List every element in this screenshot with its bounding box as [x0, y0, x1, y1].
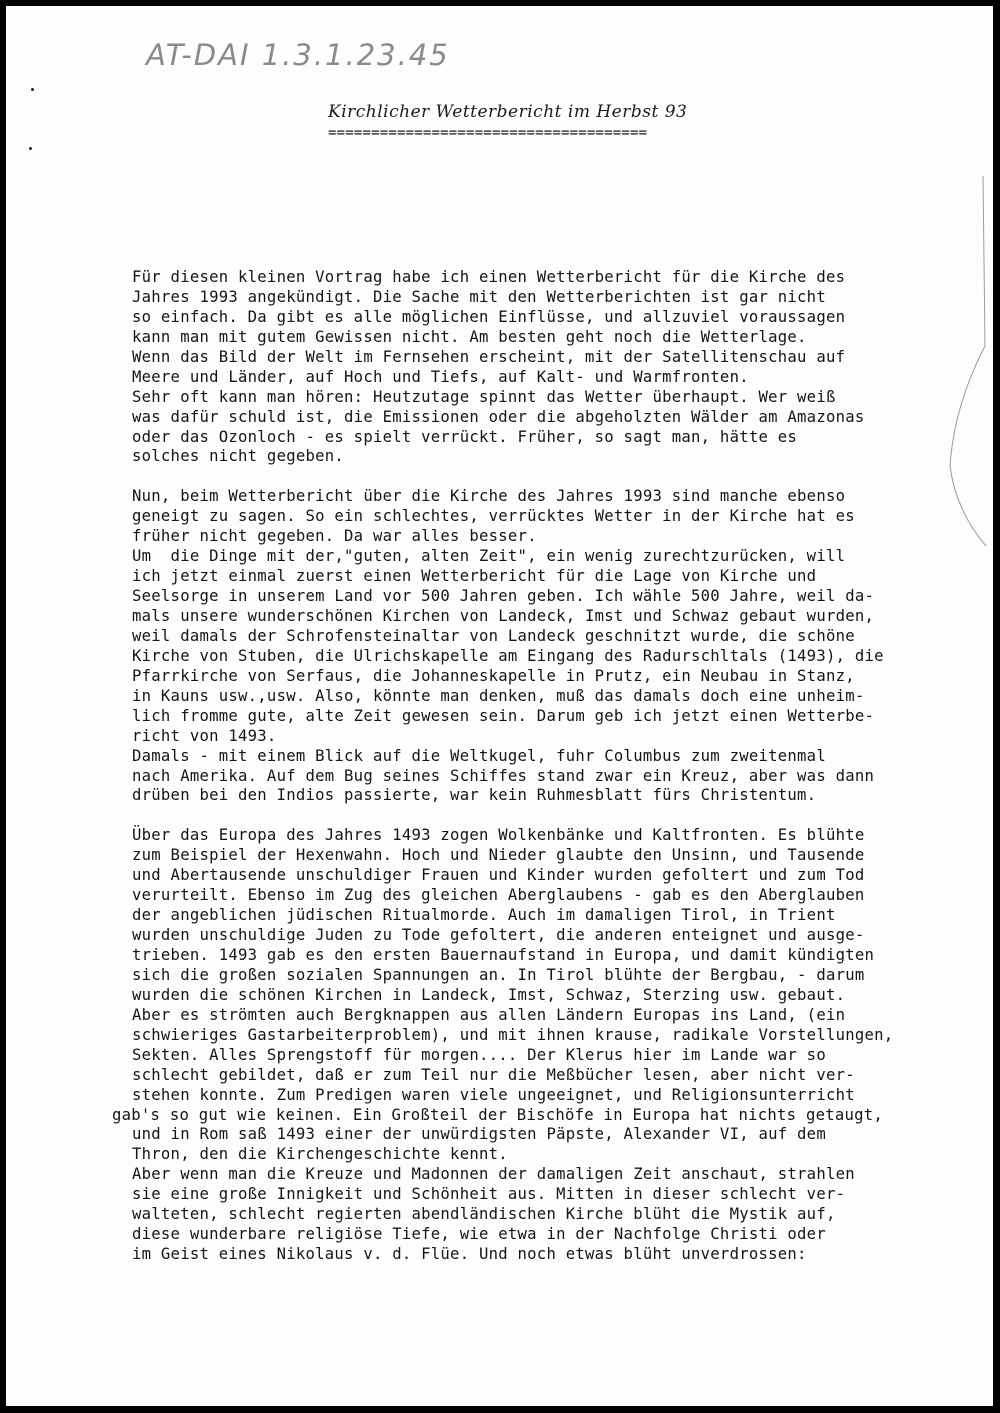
text-line: sie eine große Innigkeit und Schönheit aus. Mitten in dieser schlecht ver-: [132, 1185, 846, 1204]
text-line: wurden die schönen Kirchen in Landeck, Imst, Schwaz, Sterzing usw. gebaut.: [132, 985, 846, 1004]
text-line: und in Rom saß 1493 einer der unwürdigsten Päpste, Alexander VI, auf dem: [132, 1125, 826, 1144]
document-page: [6, 6, 993, 1406]
text-line: stehen konnte. Zum Predigen waren viele ungeeignet, und Religionsunterricht: [132, 1085, 855, 1104]
text-line: Meere und Länder, auf Hoch und Tiefs, auf Kalt- und Warmfronten.: [132, 367, 749, 386]
text-line: nach Amerika. Auf dem Bug seines Schiffes stand zwar ein Kreuz, aber was dann: [132, 766, 875, 785]
text-line: geneigt zu sagen. So ein schlechtes, verrücktes Wetter in der Kirche hat es: [132, 507, 855, 526]
title-underline: =====================================: [328, 125, 648, 141]
text-line: Sehr oft kann man hören: Heutzutage spinnt das Wetter überhaupt. Wer weiß: [132, 387, 836, 406]
text-line: gab's so gut wie keinen. Ein Großteil der Bischöfe in Europa hat nichts getaugt,: [112, 1105, 884, 1124]
text-line: früher nicht gegeben. Da war alles besser.: [132, 527, 537, 546]
text-line: diese wunderbare religiöse Tiefe, wie etwa in der Nachfolge Christi oder: [132, 1225, 826, 1244]
text-line: Thron, den die Kirchengeschichte kennt.: [132, 1145, 508, 1164]
text-line: Nun, beim Wetterbericht über die Kirche des Jahres 1993 sind manche ebenso: [132, 487, 846, 506]
margin-mark: [29, 147, 32, 150]
text-line: trieben. 1493 gab es den ersten Bauernaufstand in Europa, und damit kündigten: [132, 946, 875, 964]
paragraph: [132, 487, 932, 806]
text-line: Für diesen kleinen Vortrag habe ich einen Wetterbericht für die Kirche des: [132, 268, 846, 286]
document-title: Kirchlicher Wetterbericht im Herbst 93: [328, 102, 688, 122]
text-line: weil damals der Schrofensteinaltar von Landeck geschnitzt wurde, die schöne: [132, 626, 855, 645]
text-line: ich jetzt einmal zuerst einen Wetterbericht für die Lage von Kirche und: [132, 567, 817, 586]
text-line: Um die Dinge mit der,"guten, alten Zeit", ein wenig zurechtzurücken, will: [132, 547, 846, 566]
text-line: Pfarrkirche von Serfaus, die Johanneskapelle in Prutz, ein Neubau in Stanz,: [132, 666, 855, 685]
text-line: Aber es strömten auch Bergknappen aus allen Ländern Europas ins Land, (ein: [132, 1005, 846, 1024]
text-line: Wenn das Bild der Welt im Fernsehen erscheint, mit der Satellitenschau auf: [132, 347, 846, 366]
text-line: Damals - mit einem Blick auf die Weltkugel, fuhr Columbus zum zweitenmal: [132, 746, 826, 765]
text-line: walteten, schlecht regierten abendländischen Kirche blüht die Mystik auf,: [132, 1205, 836, 1224]
margin-mark: [31, 88, 34, 91]
text-line: zum Beispiel der Hexenwahn. Hoch und Nieder glaubte den Unsinn, und Tausende: [132, 846, 865, 865]
text-line: der angeblichen jüdischen Ritualmorde. Auch im damaligen Tirol, in Trient: [132, 906, 836, 925]
text-line: richt von 1493.: [132, 726, 277, 745]
text-line: wurden unschuldige Juden zu Tode gefoltert, die anderen enteignet und ausge-: [132, 926, 865, 945]
paragraph: [112, 826, 932, 1265]
text-line: Aber wenn man die Kreuze und Madonnen der damaligen Zeit anschaut, strahlen: [132, 1165, 855, 1184]
letter-body: [112, 268, 932, 1265]
archive-reference: AT-DAI 1.3.1.23.45: [146, 38, 450, 72]
text-line: mals unsere wunderschönen Kirchen von Landeck, Imst und Schwaz gebaut wurden,: [132, 607, 875, 625]
text-line: schwieriges Gastarbeiterproblem), und mit ihnen krause, radikale Vorstellungen,: [132, 1025, 894, 1044]
text-line: kann man mit gutem Gewissen nicht. Am besten geht noch die Wetterlage.: [132, 327, 807, 346]
text-line: verurteilt. Ebenso im Zug des gleichen Aberglaubens - gab es den Aberglauben: [132, 886, 865, 905]
text-line: Kirche von Stuben, die Ulrichskapelle am Eingang des Radurschltals (1493), die: [132, 646, 884, 665]
page-edge-curve: [936, 176, 993, 556]
text-line: in Kauns usw.,usw. Also, könnte man denken, muß das damals doch eine unheim-: [132, 686, 865, 705]
text-line: im Geist eines Nikolaus v. d. Flüe. Und noch etwas blüht unverdrossen:: [132, 1245, 807, 1264]
text-line: drüben bei den Indios passierte, war kein Ruhmesblatt fürs Christentum.: [132, 786, 817, 805]
text-line: solches nicht gegeben.: [132, 447, 345, 466]
text-line: Seelsorge in unserem Land vor 500 Jahren geben. Ich wähle 500 Jahre, weil da-: [132, 587, 875, 606]
text-line: oder das Ozonloch - es spielt verrückt. Früher, so sagt man, hätte es: [132, 427, 798, 446]
text-line: lich fromme gute, alte Zeit gewesen sein. Darum geb ich jetzt einen Wetterbe-: [132, 706, 875, 725]
text-line: was dafür schuld ist, die Emissionen oder die abgeholzten Wälder am Amazonas: [132, 407, 865, 426]
text-line: so einfach. Da gibt es alle möglichen Einflüsse, und allzuviel voraussagen: [132, 307, 846, 326]
text-line: Über das Europa des Jahres 1493 zogen Wolkenbänke und Kaltfronten. Es blühte: [132, 826, 865, 845]
text-line: schlecht gebildet, daß er zum Teil nur die Meßbücher lesen, aber nicht ver-: [132, 1065, 855, 1084]
text-line: Jahres 1993 angekündigt. Die Sache mit den Wetterberichten ist gar nicht: [132, 287, 826, 306]
paragraph: [132, 268, 932, 467]
text-line: sich die großen sozialen Spannungen an. In Tirol blühte der Bergbau, - darum: [132, 965, 865, 984]
text-line: Sekten. Alles Sprengstoff für morgen.... Der Klerus hier im Lande war so: [132, 1045, 826, 1064]
text-line: und Abertausende unschuldiger Frauen und Kinder wurden gefoltert und zum Tod: [132, 866, 865, 885]
